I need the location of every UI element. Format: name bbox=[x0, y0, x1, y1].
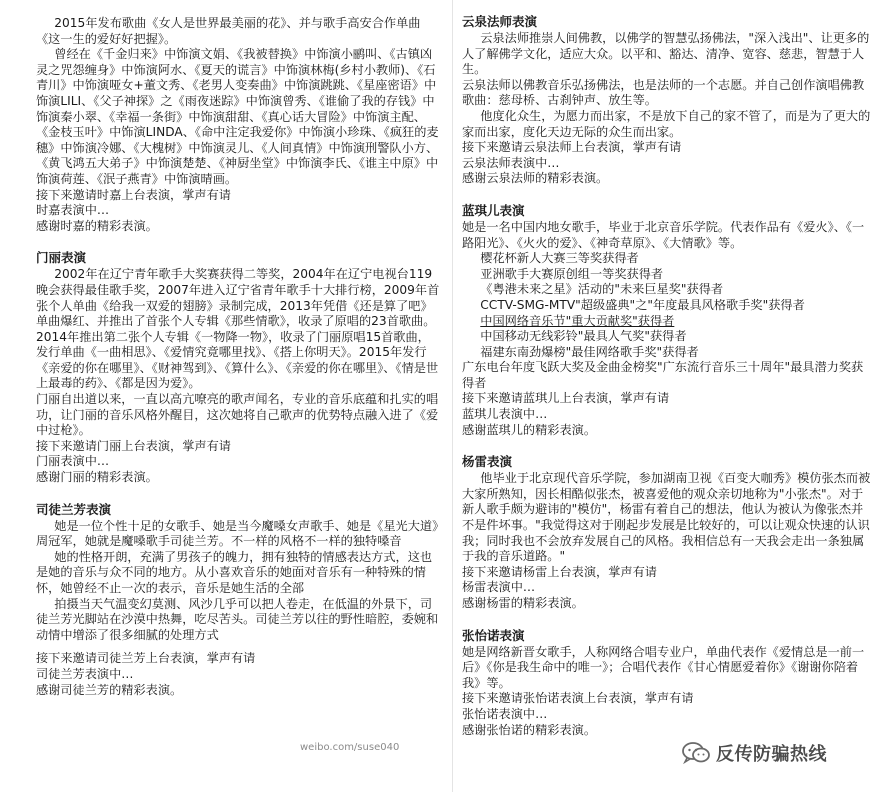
section-title: 司徒兰芳表演 bbox=[36, 501, 112, 517]
zhangyinuo-paragraph-1: 她是网络新晋女歌手，人称网络合唱专业户，单曲代表作《爱情总是一前一后》《你是我生命中的唯一》；合唱代表作《甘心情愿爱着你》《谢谢你陪着我》等。 bbox=[462, 644, 865, 690]
left-page bbox=[36, 0, 442, 792]
wechat-icon bbox=[682, 741, 710, 765]
award-item: 《粤港未来之星》活动的"未来巨星奖"获得者 bbox=[480, 282, 724, 297]
yanglei-section bbox=[462, 454, 874, 611]
situ-paragraph-1: 她是一位个性十足的女歌手、她是当今魔嗓女声歌手、她是《星光大道》周冠军，她就是魔嗓歌手司徒兰芳。不一样的风格不一样的独特嗓音 bbox=[36, 518, 439, 549]
menli-paragraph-2: 门丽自出道以来，一直以高亢嘹亮的歌声闻名，专业的音乐底蕴和扎实的唱功，让门丽的音乐风格外醒目，这次她将自己歌声的优势特点融入进了《爱中过枪》。 bbox=[36, 392, 439, 438]
yunquan-section bbox=[462, 14, 874, 187]
column-divider bbox=[452, 0, 453, 792]
intro-paragraph-2: 曾经在《千金归来》中饰演文娟、《我被替换》中饰演小鹂叫、《古镇凶灵之咒怨缠身》中饰演阿水、《夏天的谎言》中饰演林梅(乡村小教师)、《石青川》中饰演哑女+董文秀、《老男人变奏曲》中饰演跳跳、《星座密语》中饰演LILI、《父子神探》之《雨夜迷踪》中饰演曾秀、《谁偷了我的存钱》中饰演秦小翠、《幸福一条街》中饰演甜甜、《真心话大冒险》中饰演主配、《金枝玉叶》中饰演LINDA、《命中注定我爱你》中饰演小珍珠、《疯狂的麦穗》中饰演冷娜、《大槐树》中饰演灵儿、《人间真情》中饰演刑警队小方、《黄飞鸿五大弟子》中饰演楚楚、《神厨坐堂》中饰演李氏、《谁主中原》中饰演荷莲、《泯子燕青》中饰演晴画。 bbox=[36, 47, 439, 186]
award-item: 广东电台年度飞跃大奖及金曲金榜奖"广东流行音乐三十周年"最具潜力奖获得者 bbox=[462, 360, 864, 390]
award-item: 福建东南劲爆榜"最佳网络歌手奖"获得者 bbox=[480, 344, 699, 359]
yunquan-paragraph-3: 他度化众生，为愿力而出家，不是放下自己的家不管了，而是为了更大的家而出家，度化天边无际的众生而出家。 bbox=[462, 108, 871, 139]
performing-line: 时嘉表演中… bbox=[36, 203, 110, 218]
weibo-watermark: weibo.com/suse040 bbox=[300, 742, 400, 753]
section-title: 蓝琪儿表演 bbox=[462, 202, 525, 218]
award-item: 樱花杯新人大赛三等奖获得者 bbox=[480, 251, 639, 266]
thanks-line: 感谢门丽的精彩表演。 bbox=[36, 470, 158, 485]
performing-line: 云泉法师表演中… bbox=[462, 155, 560, 170]
thanks-line: 感谢蓝琪儿的精彩表演。 bbox=[462, 422, 597, 437]
award-item: 亚洲歌手大赛原创组一等奖获得者 bbox=[480, 266, 664, 281]
invite-line: 接下来邀请张怡诺表演上台表演，掌声有请 bbox=[462, 691, 694, 706]
invite-line: 接下来邀请云泉法师上台表演，掌声有请 bbox=[462, 140, 682, 155]
invite-line: 接下来邀请蓝琪儿上台表演，掌声有请 bbox=[462, 391, 670, 406]
thanks-line: 感谢杨雷的精彩表演。 bbox=[462, 596, 584, 610]
intro-section bbox=[36, 16, 442, 234]
section-title: 杨雷表演 bbox=[462, 454, 513, 470]
section-title: 云泉法师表演 bbox=[462, 14, 538, 29]
invite-line: 接下来邀请司徒兰芳上台表演，掌声有请 bbox=[36, 651, 256, 666]
yanglei-paragraph-1: 他毕业于北京现代音乐学院，参加湖南卫视《百变大咖秀》模仿张杰而被大家所熟知，因长相酷似张杰，被喜爱他的观众亲切地称为"小张杰"。对于新人歌手颇为避讳的"模仿"，杨雷有着自己的想法，他认为被认为像张杰并不是件坏事。"我觉得这对于刚起步发展是比较好的，可以让观众快速的认识我；同时我也不会放弃发展自己的风格。我相信总有一天我会走出一条独属于我的音乐道路。" bbox=[462, 471, 871, 564]
yunquan-paragraph-2: 云泉法师以佛教音乐弘扬佛法，也是法师的一个志愿。并自己创作演唱佛教歌曲：慈母桥、古刹钟声、放生等。 bbox=[462, 77, 865, 108]
performing-line: 司徒兰芳表演中… bbox=[36, 666, 134, 681]
right-page bbox=[462, 0, 874, 792]
performing-line: 杨雷表演中… bbox=[462, 580, 536, 595]
menli-section bbox=[36, 250, 442, 485]
award-item: 中国移动无线彩铃"最具人气奖"获得者 bbox=[480, 329, 687, 344]
invite-line: 接下来邀请门丽上台表演，掌声有请 bbox=[36, 438, 231, 453]
section-title: 张怡诺表演 bbox=[462, 627, 525, 643]
lanqi-section bbox=[462, 203, 874, 438]
performing-line: 门丽表演中… bbox=[36, 454, 110, 469]
invite-line: 接下来邀请杨雷上台表演，掌声有请 bbox=[462, 564, 657, 579]
performing-line: 蓝琪儿表演中… bbox=[462, 407, 548, 422]
wechat-account-name: 反传防骗热线 bbox=[716, 744, 827, 765]
thanks-line: 感谢司徒兰芳的精彩表演。 bbox=[36, 682, 183, 697]
yunquan-paragraph-1: 云泉法师推崇人间佛教，以佛学的智慧弘扬佛法，"深入浅出"、让更多的人了解佛学文化，适应大众。以平和、豁达、清净、宽容、慈悲，智慧于人生。 bbox=[462, 31, 870, 77]
situ-paragraph-3: 拍摄当天气温变幻莫测、风沙几乎可以把人卷走，在低温的外景下，司徒兰芳光脚站在沙漠中热舞，吃尽苦头。司徒兰芳以往的野性暗腔，委婉和动情中增添了很多细腻的处理方式 bbox=[36, 596, 439, 642]
situ-section bbox=[36, 502, 442, 699]
thanks-line: 感谢云泉法师的精彩表演。 bbox=[462, 171, 609, 186]
lanqi-paragraph-1: 她是一名中国内地女歌手，毕业于北京音乐学院。代表作品有《爱火》、《一路阳光》、《火火的爱》、《神奇草原》、《大情歌》等。 bbox=[462, 219, 865, 250]
thanks-line: 感谢时嘉的精彩表演。 bbox=[36, 218, 158, 233]
menli-paragraph-1: 2002年在辽宁青年歌手大奖赛获得二等奖，2004年在辽宁电视台119晚会获得最佳歌手奖，2007年进入辽宁省青年歌手十大排行榜，2009年首张个人单曲《给我一双爱的翅膀》录制完成，2013年凭借《还是算了吧》单曲爆红、并推出了首张个人专辑《那些情歌》，收录了原唱的23首歌曲。2014年推出第二张个人专辑《一物降一物》，收录了门丽原唱15首歌曲，发行单曲《一曲相思》、《爱情究竟哪里找》、《搭上你明天》。2015年发行《亲爱的你在哪里》、《财神驾到》、《算什么》、《亲爱的你在哪里》、《情是世上最毒的药》、《都是因为爱》。 bbox=[36, 267, 440, 391]
award-item: 中国网络音乐节"重大贡献奖"获得者 bbox=[480, 313, 675, 328]
award-item: CCTV-SMG-MTV"超级盛典"之"年度最具风格歌手奖"获得者 bbox=[480, 297, 805, 312]
performing-line: 张怡诺表演中… bbox=[462, 706, 548, 721]
wechat-account-badge bbox=[682, 740, 827, 766]
thanks-line: 感谢张怡诺的精彩表演。 bbox=[462, 722, 597, 737]
intro-paragraph-1: 2015年发布歌曲《女人是世界最美丽的花》、并与歌手高安合作单曲《这一生的爱好好把握》。 bbox=[36, 16, 421, 46]
section-title: 门丽表演 bbox=[36, 250, 87, 266]
invite-line: 接下来邀请时嘉上台表演，掌声有请 bbox=[36, 187, 231, 202]
zhangyinuo-section bbox=[462, 628, 874, 739]
situ-paragraph-2: 她的性格开朗，充满了男孩子的魄力，拥有独特的情感表达方式，这也是她的音乐与众不同的地方。从小喜欢音乐的她面对音乐有一种特殊的情怀，她曾经不止一次的表示，音乐是她生活的全部 bbox=[36, 549, 433, 595]
